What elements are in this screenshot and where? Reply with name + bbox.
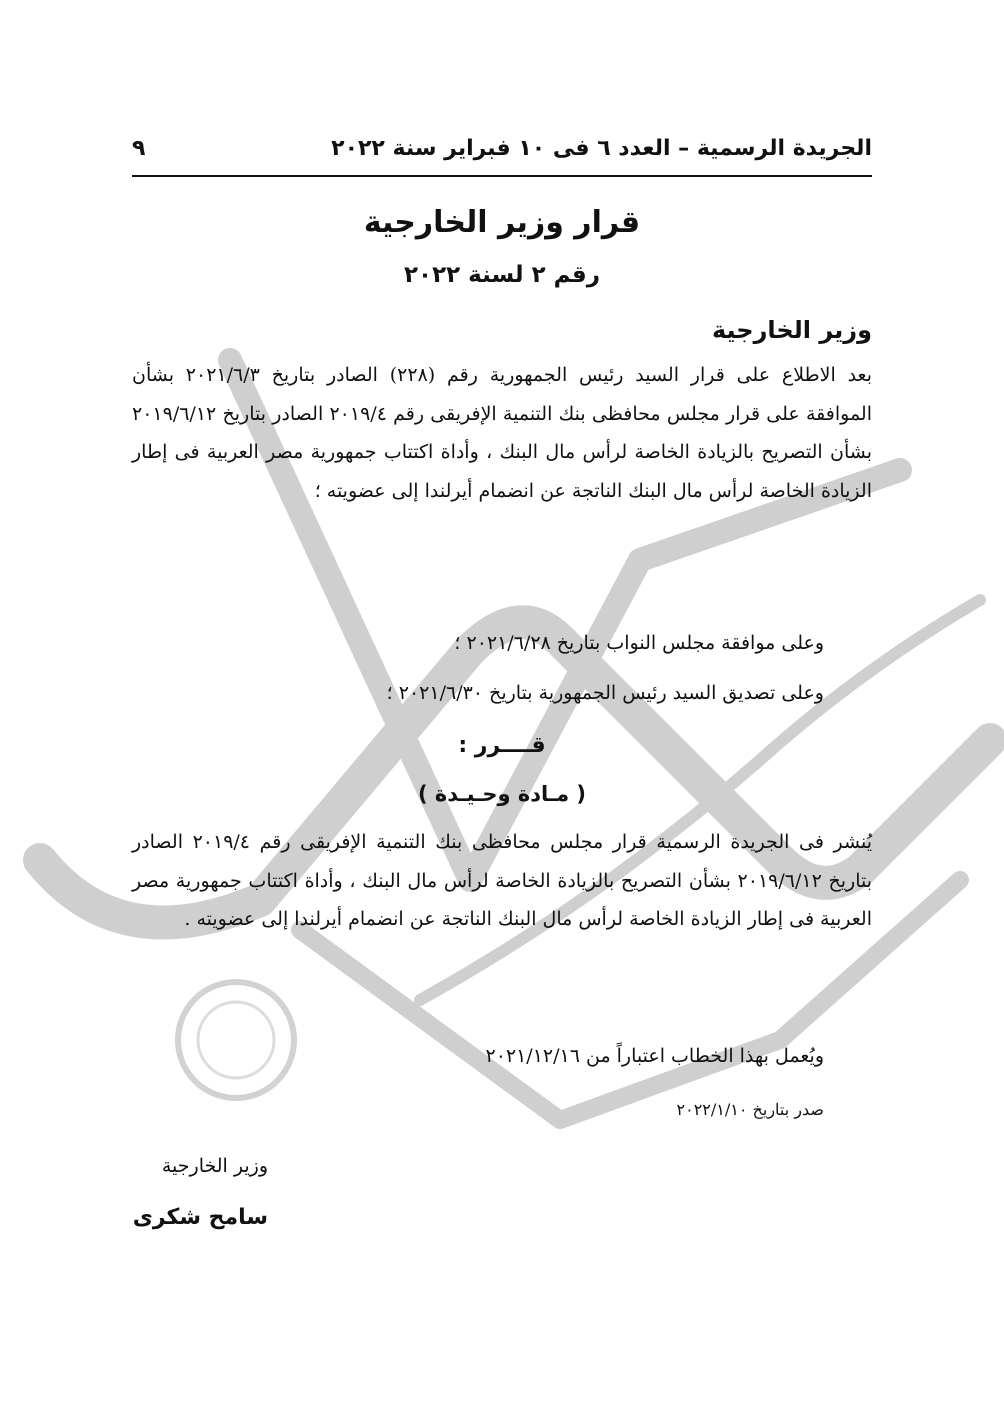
gazette-issue-title: الجريدة الرسمية – العدد ٦ فى ١٠ فبراير سنة ٢٠٢٢ bbox=[331, 135, 872, 161]
issued-date: صدر بتاريخ ٢٠٢٢/١/١٠ bbox=[676, 1100, 824, 1119]
issuer-heading: وزير الخارجية bbox=[711, 316, 872, 344]
watermark-seal-inner bbox=[198, 1002, 274, 1078]
recital-parliament: وعلى موافقة مجلس النواب بتاريخ ٢٠٢١/٦/٢٨ ؛ bbox=[454, 632, 824, 654]
effective-date-line: ويُعمل بهذا الخطاب اعتباراً من ٢٠٢١/١٢/١٦ bbox=[485, 1045, 824, 1067]
page-number: ٩ bbox=[132, 135, 146, 161]
watermark-seal bbox=[178, 982, 294, 1098]
article-heading: ( مـادة وحـيـدة ) bbox=[417, 782, 586, 806]
page-header bbox=[132, 128, 872, 168]
decree-number: رقم ٢ لسنة ٢٠٢٢ bbox=[404, 262, 600, 288]
decree-title: قرار وزير الخارجية bbox=[363, 205, 641, 240]
signatory-title: وزير الخارجية bbox=[161, 1155, 268, 1177]
article-body: يُنشر فى الجريدة الرسمية قرار مجلس محافظى بنك التنمية الإفريقى رقم ٢٠١٩/٤ الصادر بتاريخ ٢٠١٩/٦/١٢ بشأن التصريح بالزيادة الخاصة لرأس مال البنك ، وأداة اكتتاب جمهورية مصر العربية فى إطار الزيادة الخاصة لرأس مال البنك الناتجة عن انضمام أيرلندا إلى عضويته . bbox=[132, 831, 873, 930]
decree-word: قــــرر : bbox=[458, 733, 546, 758]
header-divider bbox=[132, 175, 872, 177]
preamble-paragraph: بعد الاطلاع على قرار السيد رئيس الجمهورية رقم (٢٢٨) الصادر بتاريخ ٢٠٢١/٦/٣ بشأن الموافقة على قرار مجلس محافظى بنك التنمية الإفريقى رقم ٢٠١٩/٤ الصادر بتاريخ ٢٠١٩/٦/١٢ بشأن التصريح بالزيادة الخاصة لرأس مال البنك ، وأداة اكتتاب جمهورية مصر العربية فى إطار الزيادة الخاصة لرأس مال البنك الناتجة عن انضمام أيرلندا إلى عضويته ؛ bbox=[132, 364, 872, 502]
signatory-name: سامح شكرى bbox=[132, 1205, 268, 1230]
recital-president: وعلى تصديق السيد رئيس الجمهورية بتاريخ ٢٠٢١/٦/٣٠ ؛ bbox=[386, 682, 824, 704]
